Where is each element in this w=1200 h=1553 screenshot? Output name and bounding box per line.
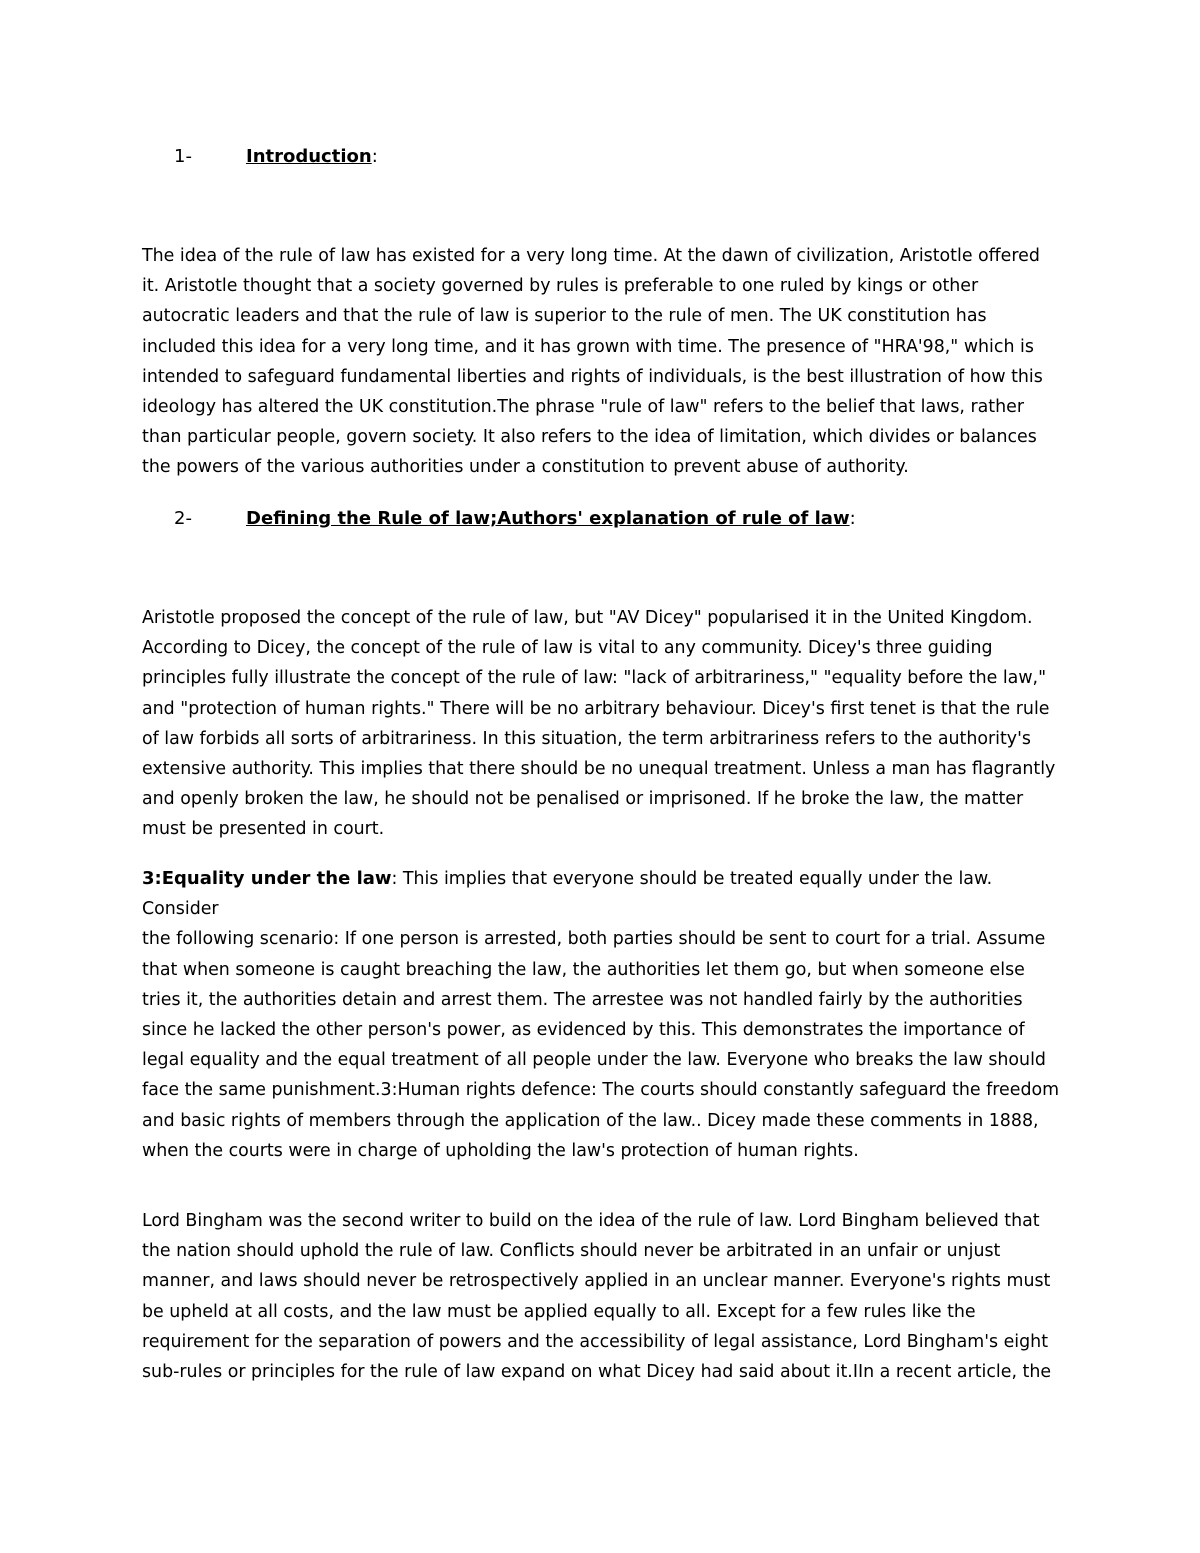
paragraph-introduction: The idea of the rule of law has existed for a very long time. At the dawn of civilization, Aristotle offered it. Aristotle thought that a society governed by rules is preferable to one ruled by kings or other autocratic leaders and that the rule of law is superior to the rule of men. The UK constitution has included this idea for a very long time, and it has grown with time. The presence of "HRA'98," which is intended to safeguard fundamental liberties and rights of individuals, is the best illustration of how this ideology has altered the UK constitution.The phrase "rule of law" refers to the belief that laws, rather than particular people, govern society. It also refers to the idea of limitation, which divides or balances the powers of the various authorities under a constitution to prevent abuse of authority.	[142, 246, 1043, 478]
section-title: Defining the Rule of law;Authors' explanation of rule of law	[246, 508, 850, 529]
section-title-suffix: :	[849, 508, 856, 529]
section-heading-introduction	[174, 145, 378, 169]
paragraph-bingham: Lord Bingham was the second writer to build on the idea of the rule of law. Lord Bingham believed that the nation should uphold the rule of law. Conflicts should never be arbitrated in an unfair or unjust manner, and laws should never be retrospectively applied in an unclear manner. Everyone's rights must be upheld at all costs, and the law must be applied equally to all. Except for a few rules like the requirement for the separation of powers and the accessibility of legal assistance, Lord Bingham's eight sub-rules or principles for the rule of law expand on what Dicey had said about it.IIn a recent article, the	[142, 1211, 1052, 1383]
paragraph-dicey: Aristotle proposed the concept of the rule of law, but "AV Dicey" popularised it in the United Kingdom. According to Dicey, the concept of the rule of law is vital to any community. Dicey's three guiding principles fully illustrate the concept of the rule of law: "lack of arbitrariness," "equality before the law," and "protection of human rights." There will be no arbitrary behaviour. Dicey's first tenet is that the rule of law forbids all sorts of arbitrariness. In this situation, the term arbitrariness refers to the authority's extensive authority. This implies that there should be no unequal treatment. Unless a man has flagrantly and openly broken the law, he should not be penalised or imprisoned. If he broke the law, the matter must be presented in court.	[142, 608, 1056, 840]
section-heading-defining-rule-of-law	[174, 507, 856, 531]
section-title-suffix: :	[371, 146, 378, 167]
section-title: Introduction	[246, 146, 372, 167]
section-number: 2-	[174, 508, 192, 529]
paragraph-equality-body: : This implies that everyone should be treated equally under the law. Consider the following scenario: If one person is arrested, both parties should be sent to court for a trial. Assume that when someone is caught breaching the law, the authorities let them go, but when someone else tries it, the authorities detain and arrest them. The arrestee was not handled fairly by the authorities since he lacked the other person's power, as evidenced by this. This demonstrates the importance of legal equality and the equal treatment of all people under the law. Everyone who breaks the law should face the same punishment.3:Human rights defence: The courts should constantly safeguard the freedom and basic rights of members through the application of the law.. Dicey made these comments in 1888, when the courts were in charge of upholding the law's protection of human rights.	[142, 869, 1060, 1161]
section-number: 1-	[174, 146, 192, 167]
paragraph-lead-heading: 3:Equality under the law	[142, 868, 392, 889]
paragraph-equality	[142, 864, 1062, 1166]
